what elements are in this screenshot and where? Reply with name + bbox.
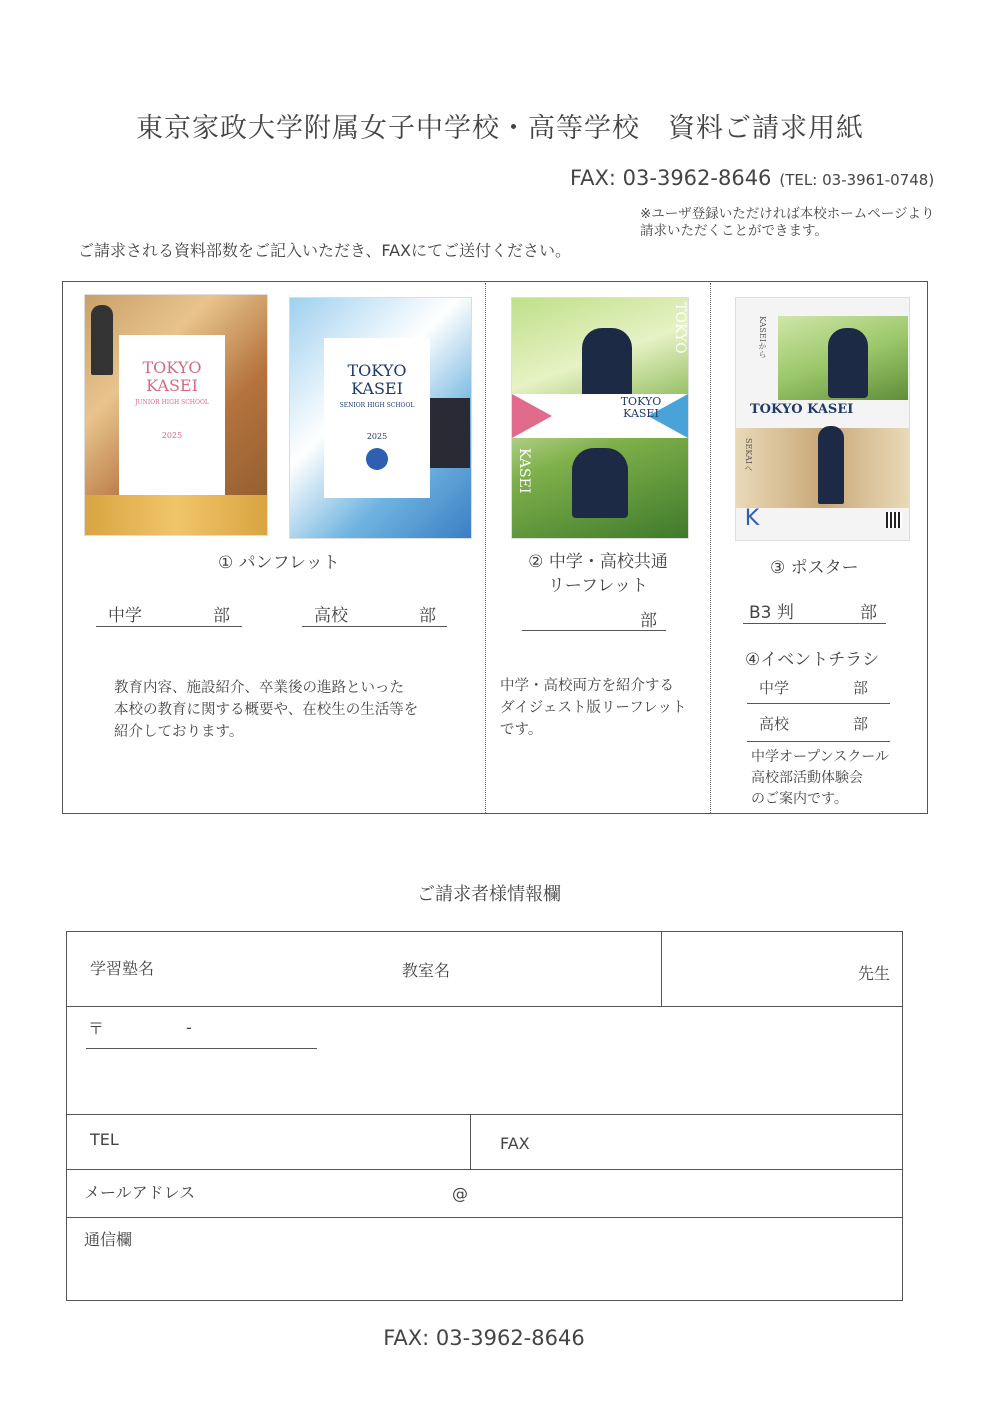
poster-quantity-field[interactable]	[743, 598, 886, 624]
unit-label: 部	[640, 611, 657, 631]
email-input[interactable]	[210, 1174, 890, 1212]
classroom-name-label: 教室名	[402, 961, 451, 980]
desc-line: 紹介しております。	[114, 724, 244, 740]
form-divider	[67, 1006, 902, 1007]
field-label: 中学	[108, 606, 142, 626]
cover-title-line: TOKYO	[142, 358, 202, 377]
fax-input[interactable]	[545, 1122, 895, 1162]
cover-title-line: KASEI	[146, 376, 198, 395]
registration-note	[640, 206, 935, 240]
cover-year: 2025	[161, 431, 183, 440]
cover-title-line: KASEI	[351, 379, 403, 398]
postal-mark: 〒	[88, 1019, 105, 1038]
event-flyer-label: ④イベントチラシ	[745, 650, 880, 670]
section-title: ご請求者様情報欄	[417, 884, 561, 905]
teacher-label: 先生	[858, 964, 891, 983]
event-hs-quantity-field[interactable]	[747, 713, 890, 742]
at-mark: @	[452, 1184, 468, 1203]
page-title: 東京家政大学附属女子中学校・高等学校 資料ご請求用紙	[136, 113, 864, 144]
cover-title-line: TOKYO	[347, 361, 407, 380]
vertical-title: KASEIから	[758, 316, 767, 358]
header-contact	[570, 166, 934, 190]
vertical-title: KASEI	[516, 448, 532, 494]
form-divider	[661, 932, 662, 1006]
desc-line: 中学・高校両方を紹介する	[500, 678, 674, 694]
leaflet-label	[498, 550, 698, 598]
school-logo-icon: K	[744, 506, 760, 531]
event-description	[751, 747, 889, 810]
message-input[interactable]	[84, 1250, 889, 1294]
form-divider	[67, 1169, 902, 1170]
student-figure	[818, 426, 844, 504]
unit-label: 部	[419, 606, 436, 626]
poster-label: ③ ポスター	[770, 558, 859, 578]
juku-name-label: 学習塾名	[90, 959, 155, 978]
unit-label: 部	[860, 603, 877, 623]
triangle-shape	[512, 394, 552, 438]
pamphlet-hs-quantity-field[interactable]	[302, 601, 447, 627]
instruction-text: ご請求される資料部数をご記入いただき、FAXにてご送付ください。	[78, 241, 572, 260]
cover-subtitle: JUNIOR HIGH SCHOOL	[135, 399, 209, 406]
student-figure	[572, 448, 628, 518]
address-input[interactable]	[86, 1056, 886, 1106]
note-line: 請求いただくことができます。	[640, 223, 828, 239]
message-label: 通信欄	[84, 1230, 133, 1249]
desc-line: ダイジェスト版リーフレット	[500, 700, 687, 716]
qr-code-icon	[886, 512, 902, 528]
cover-subtitle: SENIOR HIGH SCHOOL	[339, 402, 415, 409]
email-label: メールアドレス	[84, 1183, 196, 1202]
pamphlet-jh-cover-image	[84, 294, 268, 536]
poster-cover-image	[735, 297, 910, 541]
leaflet-description	[500, 675, 686, 741]
student-figure	[828, 328, 868, 398]
tel-label: TEL	[90, 1130, 119, 1149]
fax-number: FAX: 03-3962-8646	[570, 166, 772, 190]
label-line: ② 中学・高校共通	[528, 552, 668, 572]
cover-band	[85, 495, 267, 535]
juku-name-input[interactable]	[160, 950, 380, 984]
field-label: 高校	[314, 606, 348, 626]
tel-number: (TEL: 03-3961-0748)	[779, 171, 935, 189]
cover-title-line: KASEI	[623, 407, 659, 420]
vertical-title: TOKYO	[672, 302, 688, 354]
pamphlet-jh-quantity-field[interactable]	[96, 601, 242, 627]
desc-line: 高校部活動体験会	[751, 770, 863, 786]
cover-title: TOKYO KASEI	[750, 402, 854, 417]
desc-line: 本校の教育に関する概要や、在校生の生活等を	[114, 702, 419, 718]
student-figure	[582, 328, 632, 398]
cover-title-line: TOKYO	[620, 395, 662, 408]
unit-label: 部	[213, 606, 230, 626]
label-line: リーフレット	[547, 576, 649, 596]
field-label: 中学	[759, 679, 790, 697]
note-line: ※ユーザ登録いただければ本校ホームページより	[640, 206, 935, 222]
postal-code-input[interactable]	[86, 1026, 317, 1049]
field-label: B3 判	[749, 603, 794, 623]
event-jh-quantity-field[interactable]	[747, 675, 890, 704]
school-crest-icon	[366, 448, 388, 470]
desc-line: 中学オープンスクール	[751, 749, 890, 765]
divider	[485, 283, 486, 813]
pamphlet-hs-cover-image	[289, 297, 472, 539]
footer-fax: FAX: 03-3962-8646	[383, 1326, 585, 1350]
field-label: 高校	[759, 715, 790, 733]
leaflet-cover-image	[511, 297, 689, 539]
vertical-title: SEKAIへ	[744, 438, 753, 472]
divider	[710, 283, 711, 813]
form-divider	[67, 1114, 902, 1115]
cover-year: 2025	[366, 432, 388, 441]
pamphlet-label: ① パンフレット	[218, 553, 340, 573]
postal-dash: -	[186, 1018, 192, 1037]
pamphlet-description	[114, 677, 418, 743]
unit-label: 部	[853, 679, 869, 697]
form-divider	[470, 1114, 471, 1169]
student-figure	[91, 305, 113, 375]
unit-label: 部	[853, 715, 869, 733]
tel-input[interactable]	[130, 1122, 460, 1162]
form-divider	[67, 1217, 902, 1218]
photo-tile	[430, 398, 470, 468]
fax-label: FAX	[500, 1134, 530, 1153]
desc-line: 教育内容、施設紹介、卒業後の進路といった	[114, 680, 404, 696]
teacher-name-input[interactable]	[670, 950, 850, 990]
desc-line: です。	[500, 722, 543, 738]
leaflet-quantity-field[interactable]	[522, 606, 666, 631]
classroom-name-input[interactable]	[460, 950, 650, 984]
desc-line: のご案内です。	[751, 791, 848, 807]
